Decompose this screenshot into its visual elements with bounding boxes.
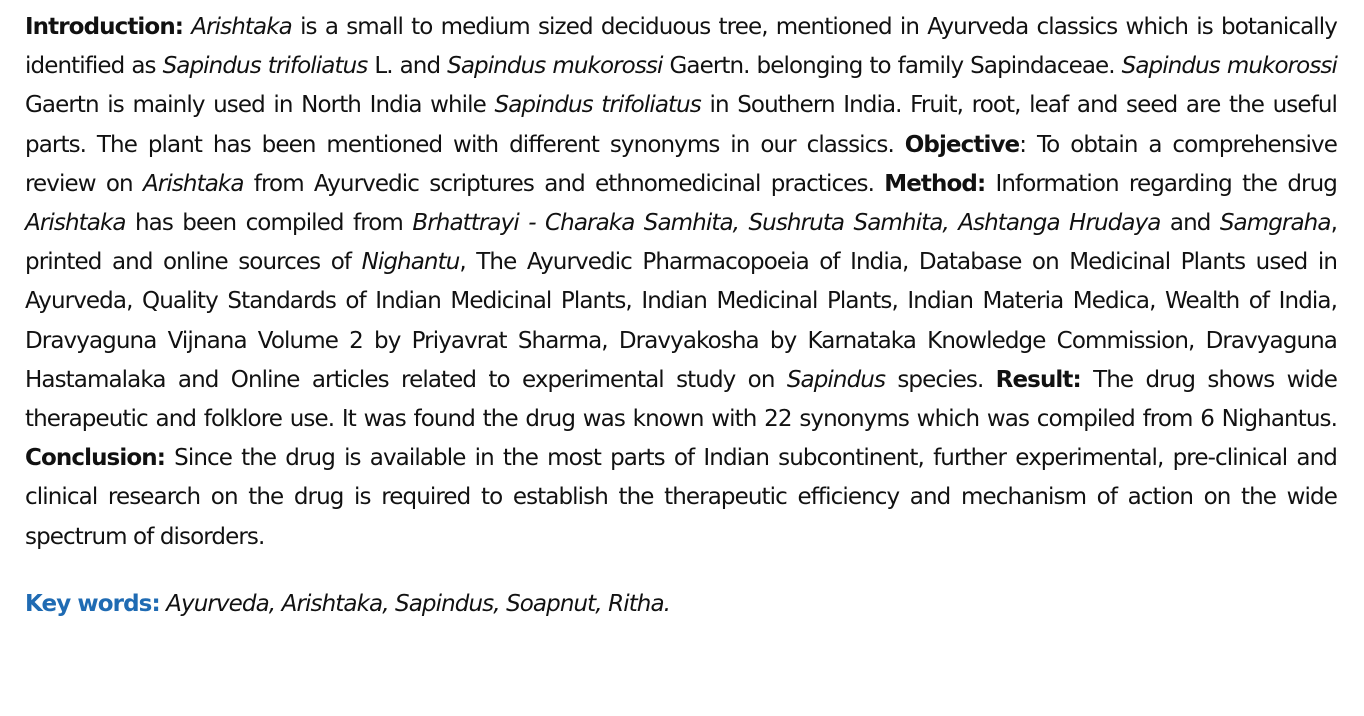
intro-term: Arishtaka xyxy=(191,14,292,40)
intro-term: Sapindus mukorossi xyxy=(447,53,663,80)
method-term: Arishtaka xyxy=(25,210,126,237)
result-label: Result: xyxy=(995,366,1081,393)
method-text: and xyxy=(1160,210,1220,237)
method-text: , The Ayurvedic Pharmacopoeia of India, Database on Medicinal Plants used in Ayurveda, Quality Standards of Indian Medicinal Plants, Indian Medicinal Plants, Indian Materia Medica, Wealth of India, Dravyaguna Vijnana Volume 2 by Priyavrat Sharma, Dravyakosha by Karnataka Knowledge Commission, Dravyaguna Hastamalaka and Online articles related to experimental study on xyxy=(25,249,1337,393)
objective-text: : To obtain a comprehensive review on xyxy=(25,131,1337,197)
method-text: has been compiled from xyxy=(125,210,413,237)
keywords-label: Key words: xyxy=(25,591,160,617)
abstract-paragraph xyxy=(25,8,1337,557)
method-text: species. xyxy=(885,366,996,393)
objective-term: Arishtaka xyxy=(142,170,244,197)
intro-text: Gaertn. belonging to family Sapindaceae. xyxy=(662,53,1122,80)
method-text: Information regarding the drug xyxy=(985,170,1337,197)
method-term: Brhattrayi - Charaka Samhita, Sushruta Samhita, Ashtanga Hrudaya xyxy=(412,210,1161,237)
objective-text: from Ayurvedic scriptures and ethnomedicinal practices. xyxy=(243,170,885,197)
method-term: Samgraha xyxy=(1219,210,1331,237)
objective-label: Objective xyxy=(904,131,1020,158)
intro-term: Sapindus trifoliatus xyxy=(162,53,368,80)
introduction-label: Introduction: xyxy=(25,14,184,40)
intro-text: L. and xyxy=(367,53,448,80)
method-term: Nighantu xyxy=(361,249,460,276)
intro-term: Sapindus mukorossi xyxy=(1121,53,1337,80)
keywords-list: Ayurveda, Arishtaka, Sapindus, Soapnut, Ritha. xyxy=(159,591,671,617)
result-text: The drug shows wide therapeutic and folklore use. It was found the drug was known with 22 synonyms which was compiled from 6 Nighantus. xyxy=(25,366,1337,433)
intro-term: Sapindus trifoliatus xyxy=(494,92,701,119)
conclusion-label: Conclusion: xyxy=(25,445,165,472)
intro-text: Gaertn is mainly used in North India while xyxy=(25,92,495,119)
method-term: Sapindus xyxy=(786,366,886,393)
conclusion-text: Since the drug is available in the most parts of Indian subcontinent, further experimental, pre-clinical and clinical research on the drug is required to establish the therapeutic efficiency and mechanism of action on the wide spectrum of disorders. xyxy=(25,445,1337,550)
keywords-line xyxy=(25,585,670,624)
method-label: Method: xyxy=(884,170,986,197)
intro-text: is a small to medium sized deciduous tree, mentioned in Ayurveda classics which is botanically identified as xyxy=(25,14,1337,80)
intro-text: in Southern India. Fruit, root, leaf and seed are the useful parts. The plant has been mentioned with different synonyms in our classics. xyxy=(25,92,1337,158)
method-text: , printed and online sources of xyxy=(25,210,1337,276)
